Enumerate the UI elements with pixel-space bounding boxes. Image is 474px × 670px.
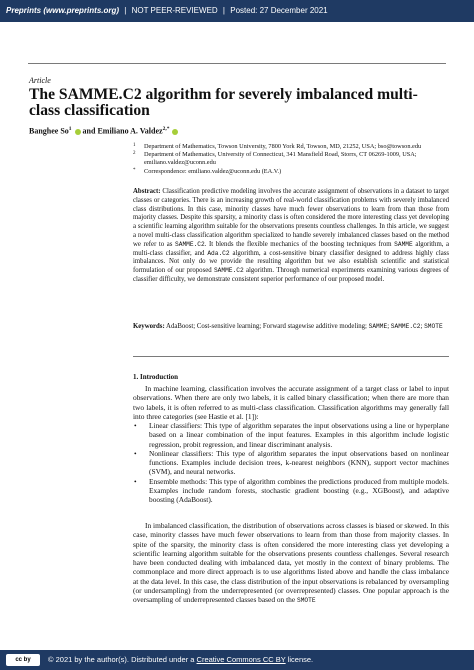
abstract-label: Abstract: <box>133 188 161 195</box>
preprints-brand[interactable]: Preprints (www.preprints.org) <box>6 6 120 15</box>
keywords-label: Keywords: <box>133 323 165 330</box>
abstract <box>133 188 449 285</box>
affiliation-item <box>133 168 449 176</box>
license-footer <box>0 650 474 670</box>
peer-review-status: NOT PEER-REVIEWED <box>131 6 218 15</box>
code-term: SAMME.C2 <box>390 323 421 330</box>
affiliation-item <box>133 143 449 151</box>
code-term: SMOTE <box>424 323 443 330</box>
classifier-category-list <box>133 421 449 505</box>
affiliation-text: Correspondence: emiliano.valdez@uconn.edu (EA.V.) <box>144 167 282 175</box>
preprint-header-bar <box>0 0 474 22</box>
keywords-text: AdaBoost; Cost-sensitive learning; Forward stagewise additive modeling; <box>166 323 367 330</box>
copyright-text: © 2021 by the author(s). Distributed under a <box>48 655 195 664</box>
affiliation-mark: 1 <box>133 143 136 148</box>
article-type-label: Article <box>29 76 51 85</box>
author-affil-mark: 2,* <box>162 126 170 132</box>
code-term: SMOTE <box>297 597 316 605</box>
paper-title: The SAMME.C2 algorithm for severely imbalanced multi-class classification <box>29 86 418 119</box>
code-term: SAMME <box>394 240 413 248</box>
list-item <box>133 477 449 505</box>
bullet-marker: • <box>134 421 137 430</box>
list-item-text: Linear classifiers: This type of algorithm separates the input observations using a line or hyperplane based on a linear combination of the input features. Examples in this algorithm include logistic regression, probit regression, and linear discriminant analysis. <box>149 421 449 449</box>
affiliation-text: Department of Mathematics, University of Connecticut, 341 Mansfield Road, Storrs, CT 06269-1009, USA; emiliano.valdez@uconn.edu <box>144 151 417 167</box>
license-text <box>48 650 313 670</box>
code-term: Ada.C2 <box>207 249 230 257</box>
section-heading: 1. Introduction <box>133 373 178 381</box>
top-rule <box>28 63 446 64</box>
affiliation-mark: 2 <box>133 151 136 157</box>
author-name: Emiliano A. Valdez <box>97 126 163 136</box>
abstract-text: . It blends the flexible mechanics of the boosting techniques from <box>204 240 392 248</box>
abstract-text: algorithm, a cost-sensitive binary classifier designed to address highly class imbalances. Not only do we provide the resulting algorithm but we also establish scientific and statistical formulation of our proposed <box>133 249 450 275</box>
orcid-icon[interactable] <box>75 129 81 135</box>
list-item <box>133 421 449 449</box>
abstract-text: Classification predictive modeling involves the accurate assignment of observations in a dataset to target classes or categories. There is an increasing growth of real-world classification problems with severely imbalanced class distributions. In this case, minority classes have much fewer observations to learn from than those from majority classes. Despite this sparsity, a minority class is often considered the more interesting class yet developing a scientific learning algorithm suitable for the observations presents countless challenges. In this article, we suggest a novel multi-class classification algorithm specialized to handle severely imbalanced classes based on the method we refer to as <box>133 188 450 248</box>
affiliations <box>133 143 449 176</box>
author-conjunction: and <box>82 126 96 136</box>
affiliation-mark: * <box>133 167 136 173</box>
author-list <box>29 126 178 136</box>
affiliation-item <box>133 151 449 167</box>
cc-by-badge-icon[interactable]: cc by <box>6 654 40 666</box>
keywords <box>133 323 449 332</box>
author-affil-mark: 1 <box>68 126 72 132</box>
section-rule <box>133 356 449 357</box>
list-item-text: Ensemble methods: This type of algorithm combines the predictions produced from multiple models. Examples include random forests, stochastic gradient boosting (e.g., XGBoost), and adaptive boosting (AdaBoost). <box>149 476 449 505</box>
list-item <box>133 449 449 477</box>
license-link[interactable]: Creative Commons CC BY <box>196 655 286 664</box>
abstract-text: algorithm. Through numerical experiments examining various degrees of classifier difficulty, we demonstrate consistent superior performance of our proposed model. <box>133 267 450 283</box>
orcid-icon[interactable] <box>172 129 178 135</box>
intro-paragraph: In machine learning, classification involves the accurate assignment of a target class or label to input observations. When there are only two labels, it is called binary classification; when there are more than two labels, it is often referred to as multi-class classification. Classification algorithms may generally fall into three categories (see Hastie et al. [1]): <box>133 384 449 421</box>
bullet-marker: • <box>134 476 137 486</box>
header-separator: | <box>222 6 225 15</box>
license-end: license. <box>287 655 314 664</box>
header-separator: | <box>124 6 127 15</box>
code-term: SAMME.C2 <box>175 240 205 248</box>
code-term: SAMME.C2 <box>213 267 244 275</box>
keyword-separator: ; <box>420 323 423 330</box>
bullet-marker: • <box>134 448 137 458</box>
author-name: Banghee So <box>29 126 69 136</box>
affiliation-text: Department of Mathematics, Towson University, 7800 York Rd, Towson, MD, 21252, USA; bso@towson.edu <box>144 143 422 150</box>
paragraph-text: In imbalanced classification, the distribution of observations across classes is biased or skewed. In this case, minority classes have much fewer observations to learn from than those from majority classes. In spite of the sparsity, the minority class is often considered the more interesting class yet developing a scientific learning algorithm suitable for the observations presents countless challenges. Several research have been conducted dealing with imbalanced data, yet mostly in the context of binary problems. The commonplace and more direct approach is to use algorithms listed above and handle the class imbalance at the data level. In this case, the class distribution of the input observations is rebalanced by oversampling (or undersampling) from the underrepresented (or overrepresented) classes. One popular approach is the oversampling of underrepresented classes based on the <box>133 521 449 605</box>
abstract-text: algorithm, a multi-class classifier, and <box>133 240 450 257</box>
imbalance-paragraph <box>133 521 449 606</box>
keyword-separator: ; <box>387 323 390 330</box>
list-item-text: Nonlinear classifiers: This type of algorithm separates the input observations based on nonlinear functions. Examples include decision trees, k-nearest neighbors (KNN), support vector machines (SVM), and neural networks. <box>149 448 449 477</box>
code-term: SAMME <box>368 323 388 330</box>
posted-date: Posted: 27 December 2021 <box>230 6 328 15</box>
